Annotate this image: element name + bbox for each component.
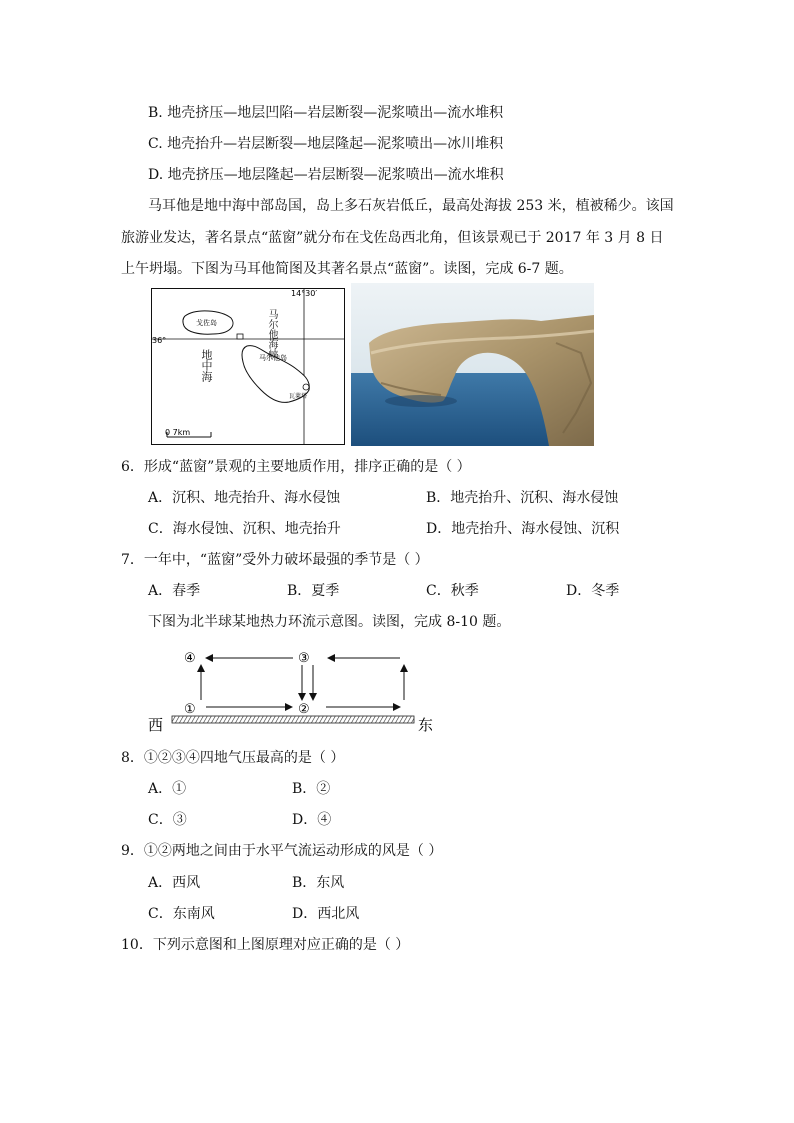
azure-window-photo xyxy=(351,283,594,446)
circ-west-label: 西 xyxy=(148,716,164,734)
q9-option-d: D．西北风 xyxy=(292,906,360,922)
malta-map xyxy=(151,288,345,445)
circ-point-4: ④ xyxy=(184,651,196,666)
q6-option-b: B．地壳抬升、沉积、海水侵蚀 xyxy=(426,490,619,506)
map-malta-label: 马尔他岛 xyxy=(259,354,287,362)
q7-option-c: C．秋季 xyxy=(426,583,479,599)
intro1-line3: 上午坍塌。下图为马耳他简图及其著名景点“蓝窗”。读图，完成 6-7 题。 xyxy=(121,261,573,277)
map-strait-label: 马尔他海峡 xyxy=(266,309,277,359)
circ-point-1: ① xyxy=(184,702,196,717)
q9-stem: 9．①②两地之间由于水平气流运动形成的风是（ ） xyxy=(121,843,443,859)
map-scale-label: 0 7km xyxy=(165,428,191,437)
circ-point-2: ② xyxy=(298,702,310,717)
q8-stem: 8．①②③④四地气压最高的是（ ） xyxy=(121,750,345,766)
prev-option-d: D. 地壳挤压—地层隆起—岩层断裂—泥浆喷出—流水堆积 xyxy=(148,167,504,183)
circulation-diagram xyxy=(148,645,538,745)
map-gozo-label: 戈佐岛 xyxy=(196,319,217,327)
q9-option-a: A．西风 xyxy=(148,875,201,891)
q10-stem: 10．下列示意图和上图原理对应正确的是（ ） xyxy=(121,937,410,953)
q6-option-d: D．地壳抬升、海水侵蚀、沉积 xyxy=(426,521,620,537)
circ-east-label: 东 xyxy=(418,716,434,734)
q7-option-a: A．春季 xyxy=(148,583,201,599)
q6-option-c: C．海水侵蚀、沉积、地壳抬升 xyxy=(148,521,341,537)
map-lon-label: 14°30′ xyxy=(291,289,318,298)
q9-option-b: B．东风 xyxy=(292,875,345,891)
q6-option-a: A．沉积、地壳抬升、海水侵蚀 xyxy=(148,490,341,506)
map-sea-label: 地中海 xyxy=(200,349,213,382)
circ-point-3: ③ xyxy=(298,651,310,666)
map-lat-label: 36° xyxy=(152,336,167,345)
q6-stem: 6．形成“蓝窗”景观的主要地质作用，排序正确的是（ ） xyxy=(121,459,471,475)
map-valletta-label: 瓦莱塔 xyxy=(289,393,308,400)
q8-option-b: B．② xyxy=(292,781,331,797)
intro2: 下图为北半球某地热力环流示意图。读图，完成 8-10 题。 xyxy=(148,614,511,630)
prev-option-b: B. 地壳挤压—地层凹陷—岩层断裂—泥浆喷出—流水堆积 xyxy=(148,105,504,121)
q7-option-d: D．冬季 xyxy=(566,583,620,599)
q7-stem: 7．一年中，“蓝窗”受外力破坏最强的季节是（ ） xyxy=(121,552,429,568)
q8-option-d: D．④ xyxy=(292,812,332,828)
prev-option-c: C. 地壳抬升—岩层断裂—地层隆起—泥浆喷出—冰川堆积 xyxy=(148,136,504,152)
q8-option-c: C．③ xyxy=(148,812,187,828)
q8-option-a: A．① xyxy=(148,781,187,797)
q7-option-b: B．夏季 xyxy=(287,583,340,599)
intro1-line2: 旅游业发达，著名景点“蓝窗”就分布在戈佐岛西北角，但该景观已于 2017 年 3 月 8 日 xyxy=(121,230,664,246)
intro1-line1: 马耳他是地中海中部岛国，岛上多石灰岩低丘，最高处海拔 253 米，植被稀少。该国 xyxy=(148,198,674,214)
q9-option-c: C．东南风 xyxy=(148,906,215,922)
